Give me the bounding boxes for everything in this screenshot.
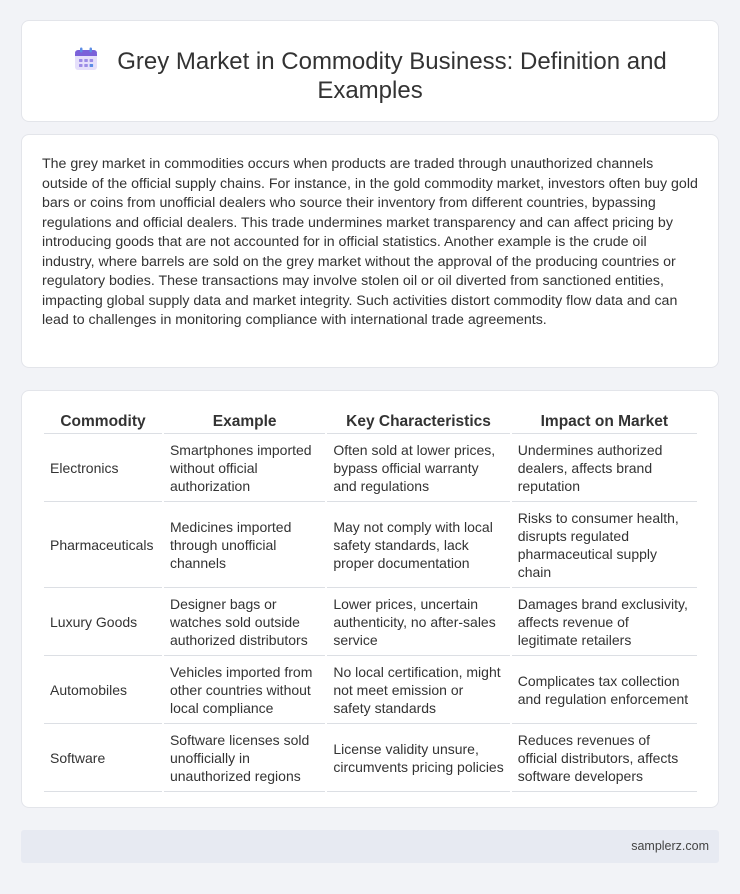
cell-impact: Complicates tax collection and regulation enforcement (512, 656, 697, 724)
cell-impact: Risks to consumer health, disrupts regulated pharmaceutical supply chain (512, 502, 697, 588)
cell-commodity: Pharmaceuticals (44, 502, 162, 588)
cell-characteristics: Lower prices, uncertain authenticity, no after-sales service (327, 588, 509, 656)
cell-commodity: Electronics (44, 434, 162, 502)
cell-characteristics: May not comply with local safety standards, lack proper documentation (327, 502, 509, 588)
cell-characteristics: Often sold at lower prices, bypass official warranty and regulations (327, 434, 509, 502)
title-card (21, 20, 719, 122)
cell-impact: Damages brand exclusivity, affects revenue of legitimate retailers (512, 588, 697, 656)
cell-characteristics: License validity unsure, circumvents pricing policies (327, 724, 509, 792)
cell-example: Medicines imported through unofficial channels (164, 502, 325, 588)
cell-example: Smartphones imported without official authorization (164, 434, 325, 502)
footer-site-link[interactable]: samplerz.com (631, 839, 709, 853)
table-row (44, 656, 697, 724)
grey-market-table (42, 412, 699, 792)
table-card (21, 390, 719, 808)
cell-commodity: Automobiles (44, 656, 162, 724)
page-title: Grey Market in Commodity Business: Definition and Examples (117, 48, 667, 104)
calendar-icon (73, 46, 99, 72)
cell-example: Software licenses sold unofficially in unauthorized regions (164, 724, 325, 792)
header-example: Example (164, 412, 325, 434)
table-row (44, 724, 697, 792)
table-row (44, 434, 697, 502)
table-row (44, 588, 697, 656)
cell-impact: Reduces revenues of official distributors, affects software developers (512, 724, 697, 792)
cell-commodity: Software (44, 724, 162, 792)
header-commodity: Commodity (44, 412, 162, 434)
cell-example: Designer bags or watches sold outside authorized distributors (164, 588, 325, 656)
cell-commodity: Luxury Goods (44, 588, 162, 656)
footer-bar (21, 830, 719, 863)
table-header-row (44, 412, 697, 434)
page-title-block (22, 46, 718, 105)
header-key-characteristics: Key Characteristics (327, 412, 509, 434)
cell-characteristics: No local certification, might not meet emission or safety standards (327, 656, 509, 724)
header-impact-on-market: Impact on Market (512, 412, 697, 434)
intro-card (21, 134, 719, 368)
table-row (44, 502, 697, 588)
cell-example: Vehicles imported from other countries without local compliance (164, 656, 325, 724)
cell-impact: Undermines authorized dealers, affects brand reputation (512, 434, 697, 502)
intro-paragraph: The grey market in commodities occurs when products are traded through unauthorized channels outside of the official supply chains. For instance, in the gold commodity market, investors often buy gold bars or coins from unofficial dealers who source their inventory from different countries, bypassing regulations and official dealers. This trade undermines market transparency and can affect pricing by introducing goods that are not accounted for in official statistics. Another example is the crude oil industry, where barrels are sold on the grey market without the approval of the producing countries or regulatory bodies. These transactions may involve stolen oil or oil diverted from sanctioned entities, impacting global supply data and market integrity. Such activities distort commodity flow data and can lead to challenges in monitoring compliance with international trade agreements. (42, 156, 698, 328)
